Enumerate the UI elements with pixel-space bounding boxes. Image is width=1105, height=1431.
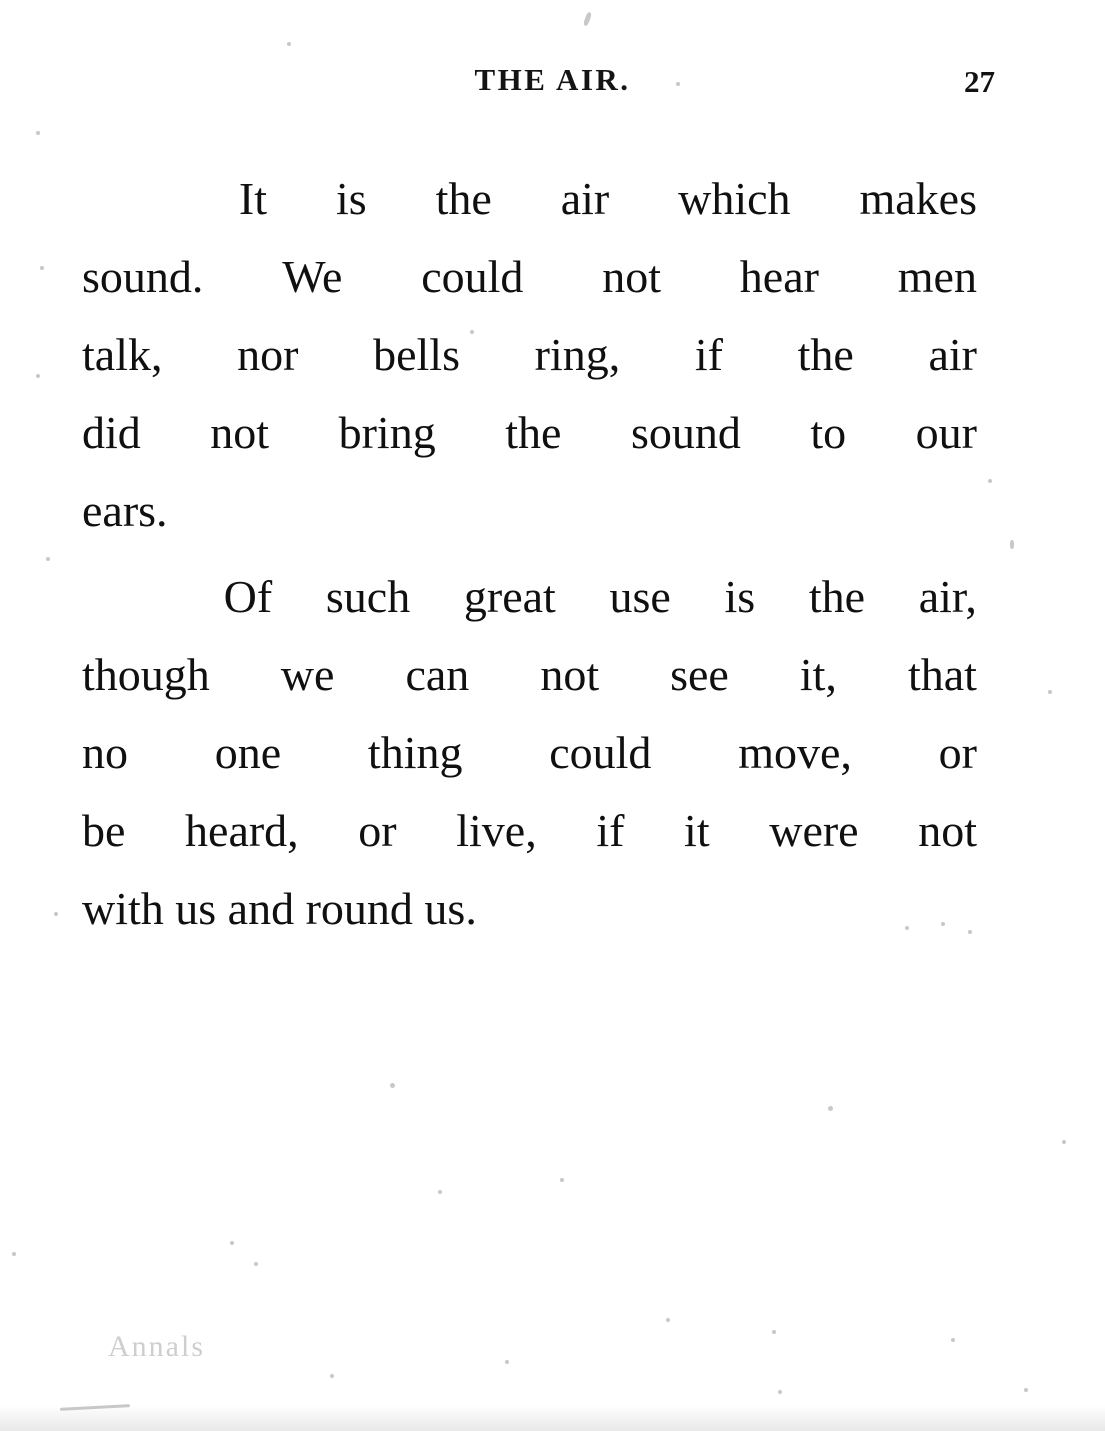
paragraph-indent bbox=[82, 160, 170, 238]
paragraph-2 bbox=[82, 558, 987, 948]
word: be bbox=[82, 805, 126, 856]
word: great bbox=[463, 571, 556, 622]
text-line: with us and round us. bbox=[82, 883, 477, 934]
word: air bbox=[560, 173, 610, 224]
word: is bbox=[335, 173, 367, 224]
word: nor bbox=[237, 329, 299, 380]
text-line bbox=[82, 714, 977, 792]
word: the bbox=[808, 571, 866, 622]
word: or bbox=[358, 805, 397, 856]
page-edge-shadow bbox=[0, 1405, 1105, 1431]
page-number: 27 bbox=[964, 64, 995, 99]
text-line bbox=[82, 792, 977, 870]
word: if bbox=[694, 329, 723, 380]
text-line bbox=[82, 160, 977, 238]
word: that bbox=[907, 649, 977, 700]
text-line bbox=[82, 238, 977, 316]
word: it, bbox=[799, 649, 837, 700]
word: bells bbox=[373, 329, 460, 380]
word: use bbox=[609, 571, 671, 622]
text-line: ears. bbox=[82, 485, 168, 536]
bottom-left-smudge: Annals bbox=[108, 1330, 205, 1363]
word: live, bbox=[456, 805, 537, 856]
paragraph-indent bbox=[82, 558, 170, 636]
word: thing bbox=[367, 727, 463, 778]
word: our bbox=[915, 407, 977, 458]
word: did bbox=[82, 407, 141, 458]
word: not bbox=[210, 407, 270, 458]
word: the bbox=[435, 173, 492, 224]
word: hear bbox=[739, 251, 819, 302]
word: can bbox=[405, 649, 470, 700]
word: we bbox=[280, 649, 335, 700]
word: We bbox=[282, 251, 343, 302]
word: sound. bbox=[82, 251, 204, 302]
word: though bbox=[82, 649, 210, 700]
word: not bbox=[918, 805, 977, 856]
text-line bbox=[82, 316, 977, 394]
word: were bbox=[769, 805, 859, 856]
word: the bbox=[797, 329, 854, 380]
word: could bbox=[421, 251, 524, 302]
word: ring, bbox=[534, 329, 621, 380]
word: or bbox=[938, 727, 977, 778]
text-line bbox=[82, 558, 977, 636]
text-line bbox=[82, 394, 977, 472]
word: heard, bbox=[185, 805, 299, 856]
word: sound bbox=[630, 407, 741, 458]
word: makes bbox=[859, 173, 977, 224]
page-header bbox=[0, 62, 1105, 110]
word: which bbox=[678, 173, 791, 224]
word: men bbox=[897, 251, 977, 302]
page-body bbox=[82, 160, 987, 956]
word: if bbox=[596, 805, 625, 856]
word: such bbox=[325, 571, 411, 622]
word: is bbox=[724, 571, 756, 622]
word: one bbox=[214, 727, 282, 778]
word: It bbox=[238, 173, 268, 224]
word: it bbox=[684, 805, 710, 856]
word: could bbox=[549, 727, 652, 778]
word: bring bbox=[338, 407, 436, 458]
running-head: THE AIR. bbox=[474, 62, 631, 97]
word: Of bbox=[223, 571, 273, 622]
word: talk, bbox=[82, 329, 163, 380]
word: not bbox=[540, 649, 600, 700]
word: see bbox=[670, 649, 729, 700]
word: air bbox=[928, 329, 977, 380]
word: the bbox=[505, 407, 562, 458]
word: no bbox=[82, 727, 128, 778]
word: move, bbox=[738, 727, 852, 778]
word: to bbox=[810, 407, 847, 458]
paragraph-1 bbox=[82, 160, 987, 550]
word: air, bbox=[918, 571, 977, 622]
word: not bbox=[602, 251, 661, 302]
text-line bbox=[82, 636, 977, 714]
